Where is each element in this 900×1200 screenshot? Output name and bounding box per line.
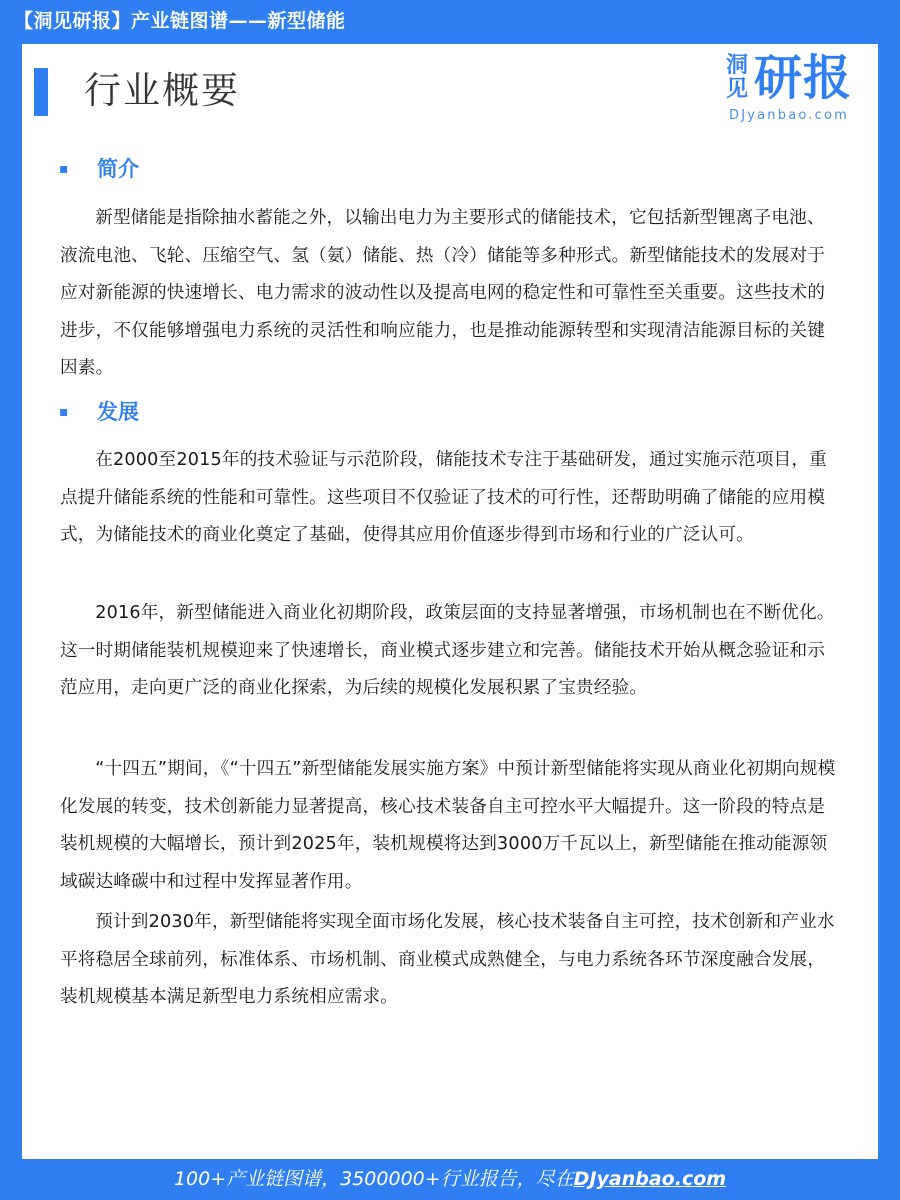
bullet-icon: ▪: [59, 161, 69, 177]
footer-link[interactable]: DJyanbao.com: [573, 1168, 727, 1190]
logo-url: DJyanbao.com: [729, 108, 849, 123]
intro-heading-label: 简介: [97, 157, 139, 181]
logo-small-text: 洞见: [725, 53, 748, 102]
content-card: [22, 44, 878, 1159]
development-paragraph-4: 预计到2030年，新型储能将实现全面市场化发展，核心技术装备自主可控，技术创新和产业水平将稳居全球前列，标准体系、市场机制、商业模式成熟健全，与电力系统各环节深度融合发展，装机规模基本满足新型电力系统相应需求。: [60, 912, 835, 1007]
development-paragraph-1: 在2000至2015年的技术验证与示范阶段，储能技术专注于基础研发，通过实施示范项目，重点提升储能系统的性能和可靠性。这些项目不仅验证了技术的可行性，还帮助明确了储能的应用模式，为储能技术的商业化奠定了基础，使得其应用价值逐步得到市场和行业的广泛认可。: [60, 450, 827, 545]
bullet-icon: ▪: [59, 404, 69, 420]
section-accent-bar: [34, 68, 48, 116]
development-heading-label: 发展: [97, 400, 139, 424]
intro-paragraph: 新型储能是指除抽水蓄能之外，以输出电力为主要形式的储能技术，它包括新型锂离子电池、液流电池、飞轮、压缩空气、氢（氨）储能、热（冷）储能等多种形式。新型储能技术的发展对于应对新能源的快速增长、电力需求的波动性以及提高电网的稳定性和可靠性至关重要。这些技术的进步，不仅能够增强电力系统的灵活性和响应能力，也是推动能源转型和实现清洁能源目标的关键因素。: [60, 208, 826, 378]
logo-big-text: 研报: [754, 50, 853, 106]
section-title: 行业概要: [84, 69, 240, 112]
development-paragraph-3: “十四五”期间，《“十四五”新型储能发展实施方案》中预计新型储能将实现从商业化初期向规模化发展的转变，技术创新能力显著提高，核心技术装备自主可控水平大幅提升。这一阶段的特点是装机规模的大幅增长，预计到2025年，装机规模将达到3000万千瓦以上，新型储能在推动能源领域碳达峰碳中和过程中发挥显著作用。: [60, 759, 836, 892]
development-paragraph-2: 2016年，新型储能进入商业化初期阶段，政策层面的支持显著增强，市场机制也在不断优化。这一时期储能装机规模迎来了快速增长，商业模式逐步建立和完善。储能技术开始从概念验证和示范应用，走向更广泛的商业化探索，为后续的规模化发展积累了宝贵经验。: [60, 603, 835, 698]
report-title: 【洞见研报】产业链图谱——新型储能: [14, 10, 346, 32]
footer-banner: [0, 1159, 900, 1200]
footer-text: 100+产业链图谱，3500000+行业报告，尽在: [173, 1168, 574, 1190]
brand-logo: [724, 50, 859, 128]
